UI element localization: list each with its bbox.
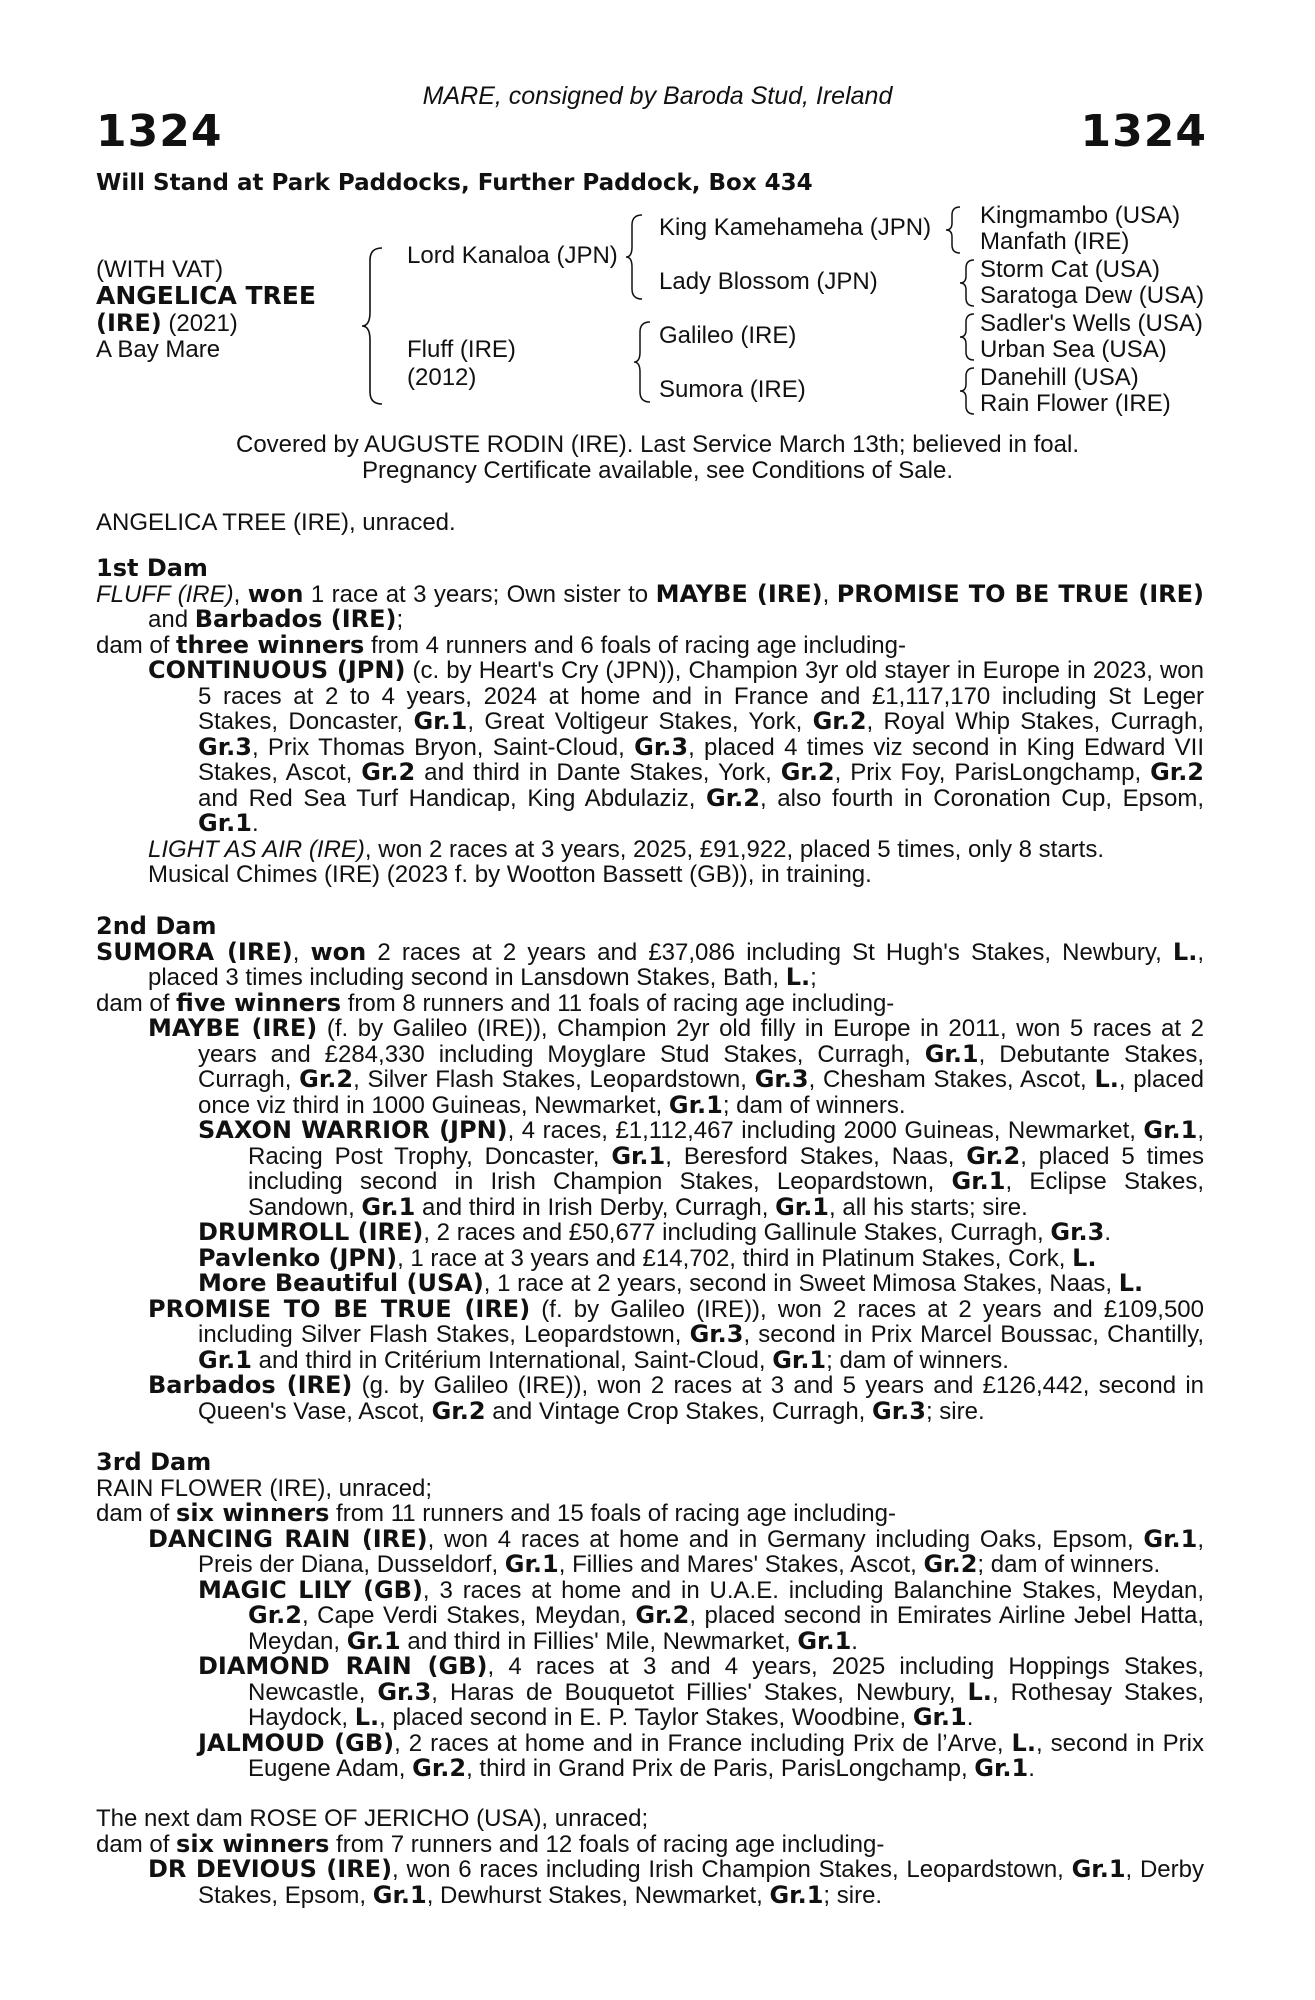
produce-continuous: CONTINUOUS (JPN) (c. by Heart's Cry (JPN)), Champion 3yr old stayer in Europe in 2023, won 5 races at 2 to 4 years, 2024 at home and in France and £1,117,170 including St Leger Stakes, Doncaster, Gr.1, Great Voltigeur Stakes, York, Gr.2, Royal Whip Stakes, Curragh, Gr.3, Prix Thomas Bryon, Saint-Cloud, Gr.3, placed 4 times viz second in King Edward VII Stakes, Ascot, Gr.2 and third in Dante Stakes, York, Gr.2, Prix Foy, ParisLongchamp, Gr.2 and Red Sea Turf Handicap, King Abdulaziz, Gr.2, also fourth in Coronation Cup, Epsom, Gr.1. xyxy=(148,656,1205,837)
horse-country-year: (IRE) (2021) xyxy=(96,309,238,337)
produce-more-beautiful: More Beautiful (USA), 1 race at 2 years, second in Sweet Mimosa Stakes, Naas, L. xyxy=(198,1269,1144,1297)
pedigree-sire: Lord Kanaloa (JPN) xyxy=(407,242,618,269)
third-dam-section xyxy=(96,1450,1204,1782)
first-dam-section xyxy=(96,556,1204,888)
produce-diamond-rain: DIAMOND RAIN (GB), 4 races at 3 and 4 years, 2025 including Hoppings Stakes, Newcastle, Gr.3, Haras de Bouquetot Fillies' Stakes, Newbury, L., Rothesay Stakes, Haydock, L., placed second in E. P. Taylor Stakes, Woodbine, Gr.1. xyxy=(198,1652,1204,1731)
horse-name: ANGELICA TREE xyxy=(96,281,316,310)
third-dam-heading: 3rd Dam xyxy=(96,1448,212,1476)
pedigree-gg-8: Rain Flower (IRE) xyxy=(980,390,1171,417)
pedigree-gg-6: Urban Sea (USA) xyxy=(980,336,1167,363)
covered-line-1: Covered by AUGUSTE RODIN (IRE). Last Service March 13th; believed in foal. xyxy=(236,431,1079,458)
pedigree-brace-gg4 xyxy=(958,366,978,416)
produce-maybe: MAYBE (IRE) (f. by Galileo (IRE)), Champion 2yr old filly in Europe in 2011, won 5 races at 2 years and £284,330 including Moyglare Stud Stakes, Curragh, Gr.1, Debutante Stakes, Curragh, Gr.2, Silver Flash Stakes, Leopardstown, Gr.3, Chesham Stakes, Ascot, L., placed once viz third in 1000 Guineas, Newmarket, Gr.1; dam of winners. xyxy=(148,1014,1205,1119)
pedigree-brace-gg2 xyxy=(958,258,978,308)
first-dam-heading: 1st Dam xyxy=(96,554,208,582)
pedigree-gg-1: Kingmambo (USA) xyxy=(980,202,1181,229)
next-dam-section xyxy=(96,1806,1204,1908)
pedigree-brace-gg1 xyxy=(944,205,964,255)
pedigree-brace-main xyxy=(360,246,390,406)
next-dam-produce-summary: dam of six winners from 7 runners and 12 foals of racing age including- xyxy=(96,1829,885,1858)
produce-saxon-warrior: SAXON WARRIOR (JPN), 4 races, £1,112,467 including 2000 Guineas, Newmarket, Gr.1, Racing Post Trophy, Doncaster, Gr.1, Beresford Stakes, Naas, Gr.2, placed 5 times including second in Irish Champion Stakes, Leopardstown, Gr.1, Eclipse Stakes, Sandown, Gr.1 and third in Irish Derby, Curragh, Gr.1, all his starts; sire. xyxy=(198,1116,1205,1221)
third-dam-summary: RAIN FLOWER (IRE), unraced; xyxy=(96,1474,433,1502)
lot-number-right: 1324 xyxy=(1080,106,1207,157)
produce-dr-devious: DR DEVIOUS (IRE), won 6 races including Irish Champion Stakes, Leopardstown, Gr.1, Derby Stakes, Epsom, Gr.1, Dewhurst Stakes, Newmarket, Gr.1; sire. xyxy=(148,1855,1204,1909)
second-dam-heading: 2nd Dam xyxy=(96,912,217,940)
pedigree-gg-2: Manfath (IRE) xyxy=(980,228,1130,255)
produce-dancing-rain: DANCING RAIN (IRE), won 4 races at home and in Germany including Oaks, Epsom, Gr.1, Preis der Diana, Dusseldorf, Gr.1, Fillies and Mares' Stakes, Ascot, Gr.2; dam of winners. xyxy=(148,1524,1205,1578)
next-dam-summary: The next dam ROSE OF JERICHO (USA), unraced; xyxy=(96,1805,649,1832)
produce-jalmoud: JALMOUD (GB), 2 races at home and in France including Prix de l’Arve, L., second in Prix Eugene Adam, Gr.2, third in Grand Prix de Paris, ParisLongchamp, Gr.1. xyxy=(198,1728,1204,1782)
pedigree-gg-5: Sadler's Wells (USA) xyxy=(980,310,1203,337)
pedigree-brace-gg3 xyxy=(958,312,978,362)
pedigree-brace-sire xyxy=(624,213,648,301)
produce-drumroll: DRUMROLL (IRE), 2 races and £50,677 including Gallinule Stakes, Curragh, Gr.3. xyxy=(198,1218,1111,1246)
pedigree-gg-7: Danehill (USA) xyxy=(980,364,1139,391)
vat-note: (WITH VAT) xyxy=(96,256,224,283)
pedigree-sire-sire: King Kamehameha (JPN) xyxy=(659,214,932,241)
third-dam-produce-summary: dam of six winners from 11 runners and 15 foals of racing age including- xyxy=(96,1499,896,1527)
horse-description: A Bay Mare xyxy=(96,336,221,363)
pedigree-dam: Fluff (IRE) xyxy=(407,336,516,363)
pedigree-gg-4: Saratoga Dew (USA) xyxy=(980,282,1205,309)
first-dam-summary: FLUFF (IRE), won 1 race at 3 years; Own sister to MAYBE (IRE), PROMISE TO BE TRUE (IRE) and Barbados (IRE); xyxy=(96,579,1204,633)
stand-location: Will Stand at Park Paddocks, Further Paddock, Box 434 xyxy=(96,170,813,196)
intro-section xyxy=(96,510,1204,536)
first-dam-produce-summary: dam of three winners from 4 runners and 6 foals of racing age including- xyxy=(96,630,906,659)
intro-line: ANGELICA TREE (IRE), unraced. xyxy=(96,509,456,536)
pedigree-sire-dam: Lady Blossom (JPN) xyxy=(659,268,878,295)
pedigree-gg-3: Storm Cat (USA) xyxy=(980,256,1161,283)
second-dam-summary: SUMORA (IRE), won 2 races at 2 years and £37,086 including St Hugh's Stakes, Newbury, L., placed 3 times including second in Lansdown Stakes, Bath, L.; xyxy=(96,937,1204,991)
lot-number-left: 1324 xyxy=(96,106,223,157)
pedigree-dam-dam: Sumora (IRE) xyxy=(659,376,806,403)
produce-barbados: Barbados (IRE) (g. by Galileo (IRE)), won 2 races at 3 and 5 years and £126,442, second in Queen's Vase, Ascot, Gr.2 and Vintage Crop Stakes, Curragh, Gr.3; sire. xyxy=(148,1371,1205,1425)
pedigree-brace-dam xyxy=(632,320,656,404)
produce-promise-to-be-true: PROMISE TO BE TRUE (IRE) (f. by Galileo (IRE)), won 2 races at 2 years and £109,500 including Silver Flash Stakes, Leopardstown, Gr.3, second in Prix Marcel Boussac, Chantilly, Gr.1 and third in Critérium International, Saint-Cloud, Gr.1; dam of winners. xyxy=(148,1294,1204,1374)
produce-light-as-air: LIGHT AS AIR (IRE), won 2 races at 3 years, 2025, £91,922, placed 5 times, only 8 starts. xyxy=(148,835,1104,863)
produce-musical-chimes: Musical Chimes (IRE) (2023 f. by Wootton Bassett (GB)), in training. xyxy=(148,861,872,888)
consignor-subtitle: MARE, consigned by Baroda Stud, Ireland xyxy=(422,82,893,110)
second-dam-section xyxy=(96,914,1204,1424)
second-dam-produce-summary: dam of five winners from 8 runners and 11 foals of racing age including- xyxy=(96,988,895,1017)
covered-note xyxy=(0,432,1315,484)
pedigree-dam-year: (2012) xyxy=(407,364,477,391)
pedigree-dam-sire: Galileo (IRE) xyxy=(659,322,797,349)
produce-magic-lily: MAGIC LILY (GB), 3 races at home and in U.A.E. including Balanchine Stakes, Meydan, Gr.2, Cape Verdi Stakes, Meydan, Gr.2, placed second in Emirates Airline Jebel Hatta, Meydan, Gr.1 and third in Fillies' Mile, Newmarket, Gr.1. xyxy=(198,1575,1204,1655)
covered-line-2: Pregnancy Certificate available, see Conditions of Sale. xyxy=(362,457,953,484)
produce-pavlenko: Pavlenko (JPN), 1 race at 3 years and £14,702, third in Platinum Stakes, Cork, L. xyxy=(198,1243,1097,1272)
